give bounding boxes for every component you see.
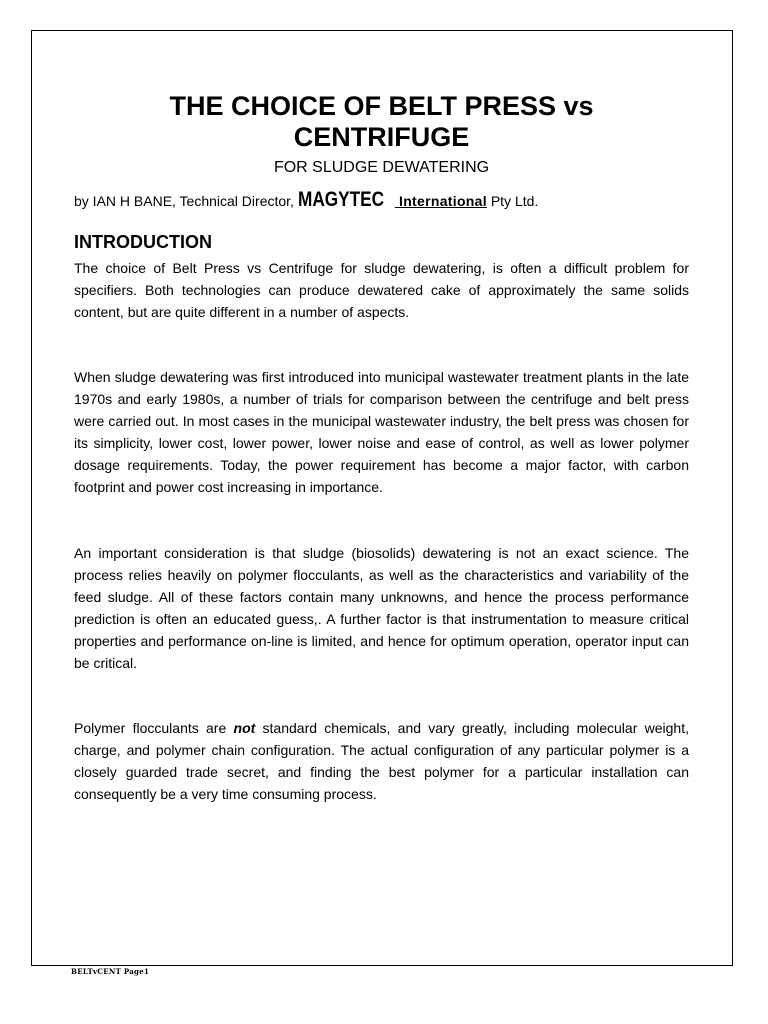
- paragraph-2: When sludge dewatering was first introduced into municipal wastewater treatment plants in the late 1970s and early 1980s, a number of trials for comparison between the centrifuge and belt press were carried out. In most cases in the municipal wastewater industry, the belt press was chosen for its simplicity, lower cost, lower power, lower noise and ease of control, as well as lower polymer dosage requirements. Today, the power requirement has become a major factor, with carbon footprint and power cost increasing in importance.: [74, 369, 689, 495]
- document-title: [74, 91, 689, 153]
- paragraph-4-start: Polymer flocculants are: [74, 720, 234, 736]
- paragraph-1: The choice of Belt Press vs Centrifuge for sludge dewatering, is often a difficult problem for specifiers. Both technologies can produce dewatered cake of approximately the same solids content, but are quite different in a number of aspects.: [74, 260, 689, 320]
- byline-prefix: by IAN H BANE, Technical Director,: [74, 193, 298, 209]
- byline-suffix: Pty Ltd.: [486, 193, 539, 209]
- title-line-2: CENTRIFUGE: [293, 122, 470, 152]
- title-line-1: THE CHOICE OF BELT PRESS vs: [169, 91, 594, 121]
- company-brand-name: MAGYTEC: [297, 188, 384, 211]
- author-byline: [74, 188, 689, 212]
- document-subtitle: FOR SLUDGE DEWATERING: [273, 159, 490, 176]
- document-page: [31, 30, 733, 976]
- paragraph-4-end: standard chemicals, and vary greatly, including molecular weight, charge, and polymer chain configuration. The actual configuration of any particular polymer is a closely guarded trade secret, and finding the best polymer for a particular installation can consequently be a very time consuming process.: [74, 720, 689, 802]
- paragraph-3: An important consideration is that sludge (biosolids) dewatering is not an exact science. The process relies heavily on polymer flocculants, as well as the characteristics and variability of the feed sludge. All of these factors contain many unknowns, and hence the process performance prediction is often an educated guess,. A further factor is that instrumentation to measure critical properties and performance on-line is limited, and hence for optimum operation, operator input can be critical.: [74, 545, 689, 671]
- section-heading: INTRODUCTION: [74, 232, 212, 252]
- paragraph-4-emphasis: not: [233, 720, 256, 736]
- paragraph-4: [74, 717, 689, 805]
- page-footer: BELTvCENT Page1: [71, 967, 150, 976]
- company-brand-suffix: International: [394, 193, 487, 209]
